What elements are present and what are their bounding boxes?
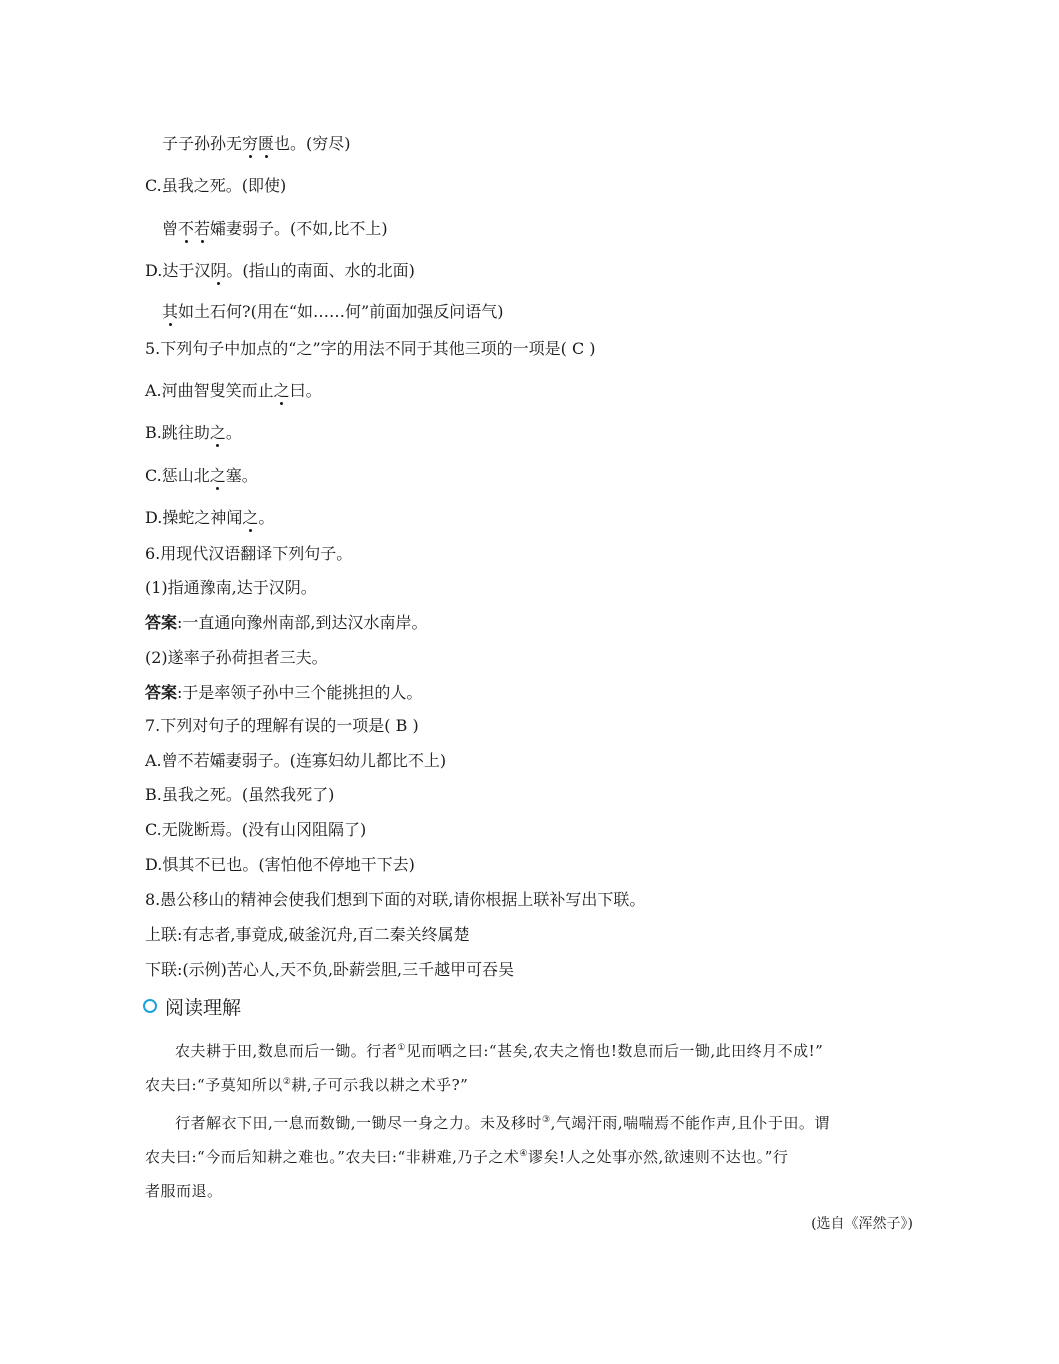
answer-label: 答案 — [145, 683, 178, 702]
passage-paragraph-2 — [145, 1113, 915, 1215]
answer-6-2 — [145, 683, 422, 703]
answer-label: 答案 — [145, 613, 178, 632]
answer-text: :一直通向豫州南部,到达汉水南岸。 — [177, 613, 428, 632]
answer-6-1 — [145, 613, 428, 633]
text-line: D.达于汉阴。(指山的南面、水的北面) — [145, 261, 415, 280]
question-5: 5.下列句子中加点的“之”字的用法不同于其他三项的一项是( C ) — [145, 339, 596, 358]
text-line: 曾不若孀妻弱子。(不如,比不上) — [162, 219, 388, 238]
answer-text: :于是率领子孙中三个能挑担的人。 — [177, 683, 423, 702]
option-d: D.惧其不已也。(害怕他不停地干下去) — [145, 855, 415, 874]
text-line: C.虽我之死。(即使) — [145, 176, 287, 195]
option-b: B.虽我之死。(虽然我死了) — [145, 785, 335, 804]
couplet-upper: 上联:有志者,事竟成,破釜沉舟,百二秦关终属楚 — [145, 925, 470, 944]
passage-line: 农夫曰:“予莫知所以②耕,子可示我以耕之术乎?” — [145, 1076, 469, 1094]
option-c: C.无陇断焉。(没有山冈阻隔了) — [145, 820, 367, 839]
question-7: 7.下列对句子的理解有误的一项是( B ) — [145, 716, 419, 735]
section-title: 阅读理解 — [165, 996, 242, 1019]
section-heading — [143, 994, 241, 1018]
question-6: 6.用现代汉语翻译下列句子。 — [145, 544, 353, 563]
option-a: A.曾不若孀妻弱子。(连寡妇幼儿都比不上) — [145, 751, 447, 770]
option-c: C.惩山北之塞。 — [145, 466, 258, 485]
ring-icon — [143, 999, 157, 1013]
passage-line: 农夫耕于田,数息而后一锄。行者①见而哂之曰:“甚矣,农夫之惰也!数息而后一锄,此田终月不成!” — [175, 1042, 824, 1060]
option-a: A.河曲智叟笑而止之曰。 — [145, 381, 322, 400]
text-line: 其如土石何?(用在“如……何”前面加强反问语气) — [162, 302, 504, 321]
text-line: 子子孙孙无穷匮也。(穷尽) — [162, 134, 351, 153]
passage-paragraph-1 — [145, 1041, 915, 1109]
question-6-2: (2)遂率子孙荷担者三夫。 — [145, 648, 328, 667]
passage-line: 行者解衣下田,一息而数锄,一锄尽一身之力。未及移时③,气竭汗雨,喘喘焉不能作声,且仆于田。谓 — [175, 1114, 830, 1132]
question-6-1: (1)指通豫南,达于汉阴。 — [145, 578, 317, 597]
passage-source: (选自《浑然子》) — [811, 1216, 913, 1232]
question-8: 8.愚公移山的精神会使我们想到下面的对联,请你根据上联补写出下联。 — [145, 890, 646, 909]
passage-line: 者服而退。 — [145, 1182, 223, 1200]
option-d: D.操蛇之神闻之。 — [145, 508, 275, 527]
couplet-lower: 下联:(示例)苦心人,天不负,卧薪尝胆,三千越甲可吞吴 — [145, 960, 515, 979]
passage-line: 农夫曰:“今而后知耕之难也。”农夫曰:“非耕难,乃子之术④谬矣!人之处事亦然,欲速则不达也。”行 — [145, 1148, 789, 1166]
option-b: B.跳往助之。 — [145, 423, 242, 442]
